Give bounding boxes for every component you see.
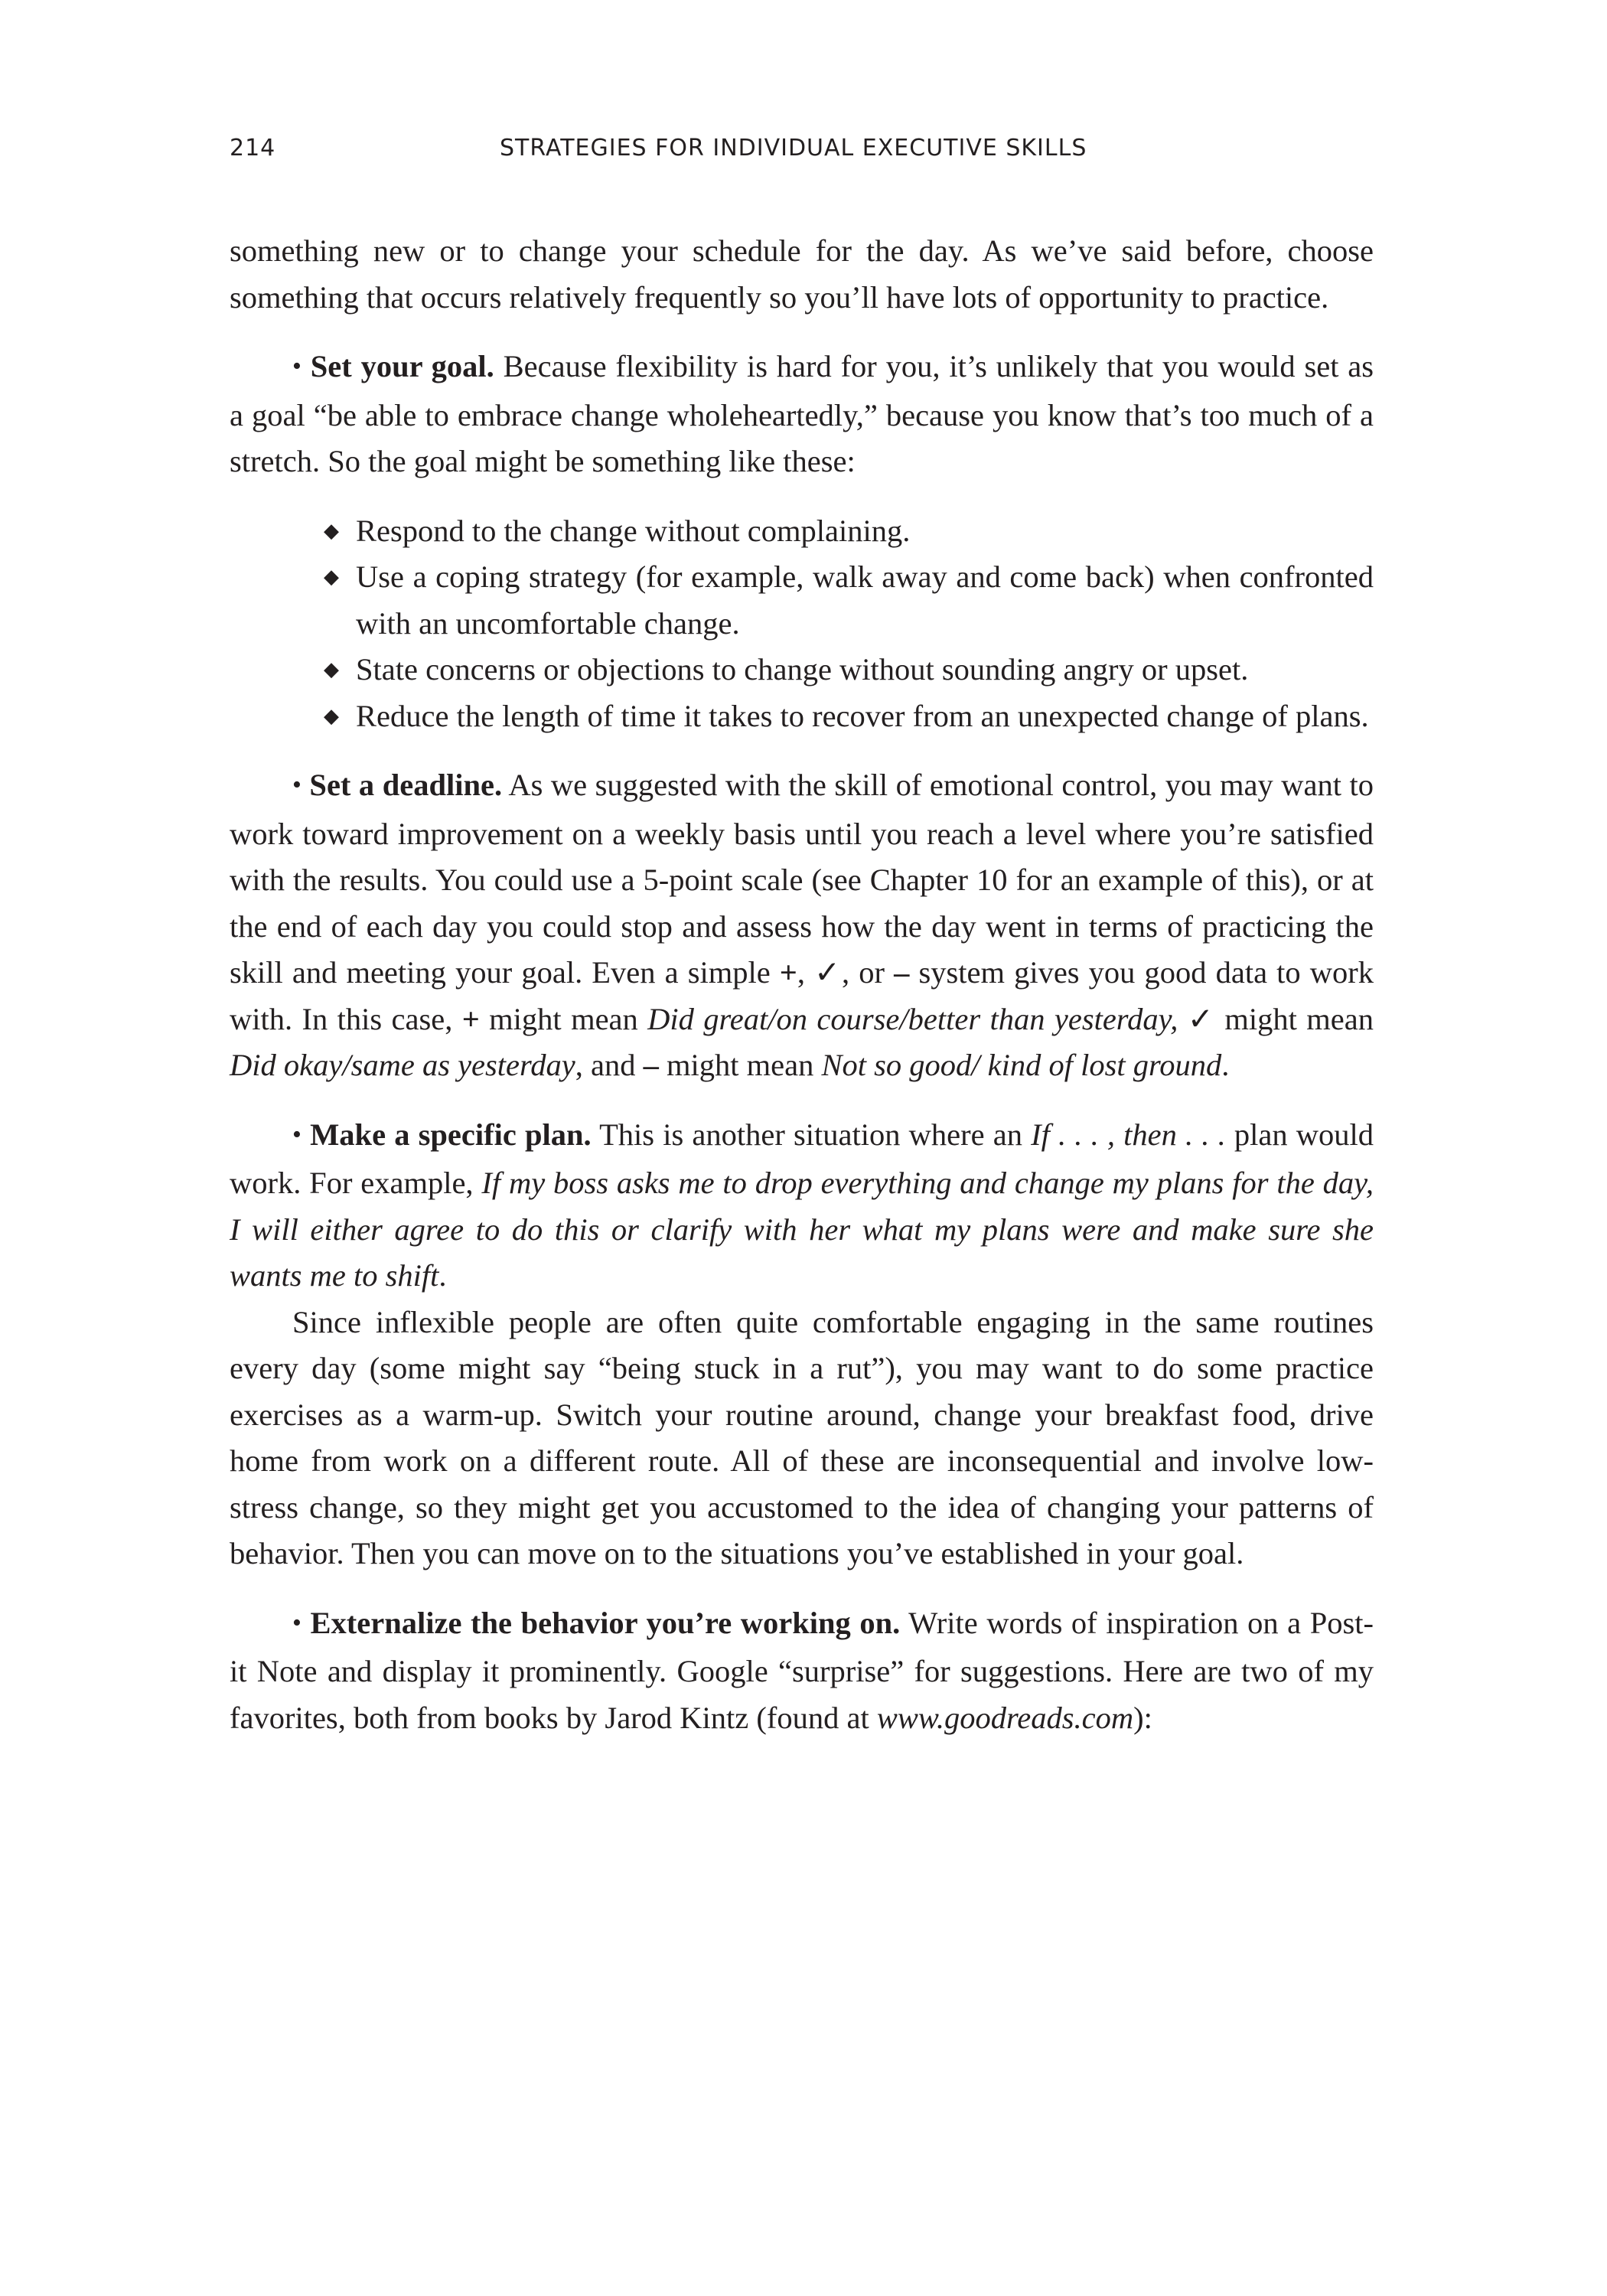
website-text: www.​goodreads.com xyxy=(876,1700,1134,1735)
deadline-text: As we suggested with the skill of emotional control, you may want to work toward improvement on a weekly basis until you reach a level where you’re satisfied with the results. You could use a 5-point scale (see Chapter 10 for an example of this), or at the end of each day you could stop and assess how the day went in terms of practicing the skill and meeting your goal. Even a simple xyxy=(230,768,1374,990)
paragraph-set-goal xyxy=(230,344,1374,485)
deadline-text: , and xyxy=(575,1048,644,1082)
plan-italic: If my boss asks me to drop everything and change my plans for the day, I will either agree to do this or clarify with her what my plans were and make sure she wants me to shift xyxy=(230,1166,1374,1293)
deadline-text: might mean xyxy=(479,1001,648,1036)
heading-externalize: Externalize the behavior you’re working on. xyxy=(310,1605,901,1640)
dash-symbol: – xyxy=(894,955,910,990)
check-symbol: ✓ xyxy=(814,955,843,990)
goal-list xyxy=(230,508,1374,740)
paragraph-specific-plan xyxy=(230,1112,1374,1300)
plan-text: . xyxy=(438,1258,447,1293)
heading-set-goal: Set your goal. xyxy=(310,349,494,383)
externalize-text: Write words of inspiration on a Post-it Note and display it prominently. Google “surprise” for suggestions. Here are two of my favorites, both from books by Jarod Kintz (found at xyxy=(230,1605,1374,1735)
set-goal-text: Because flexibility is hard for you, it’s unlikely that you would set as a goal “be able to embrace change wholeheartedly,” because you know that’s too much of a stretch. So the goal might be something like these: xyxy=(230,349,1374,478)
diamond-bullet-icon: ◆ xyxy=(324,658,339,680)
goal-list-item xyxy=(324,647,1374,693)
check-symbol: ✓ xyxy=(1187,1001,1216,1036)
running-title: STRATEGIES FOR INDIVIDUAL EXECUTIVE SKILLS xyxy=(500,135,1087,161)
plus-symbol: + xyxy=(779,955,797,990)
diamond-bullet-icon: ◆ xyxy=(324,704,339,727)
deadline-text: . xyxy=(1221,1048,1230,1082)
running-head xyxy=(230,135,1377,173)
deadline-italic: Did great/on course/better than yesterday, xyxy=(647,1001,1178,1036)
separator: , or xyxy=(842,955,895,990)
diamond-bullet-icon: ◆ xyxy=(324,566,339,588)
goal-item-text: Reduce the length of time it takes to recover from an unexpected change of plans. xyxy=(356,698,1369,733)
plus-symbol: + xyxy=(461,1001,480,1036)
deadline-text: system gives you good data to work with. In this case, xyxy=(230,955,1374,1036)
goal-item-text: Respond to the change without complaining. xyxy=(356,513,911,548)
deadline-italic: Did okay/same as yesterday xyxy=(230,1048,575,1082)
deadline-italic: Not so good/ kind of lost ground xyxy=(821,1048,1222,1082)
goal-list-item xyxy=(324,508,1374,555)
bullet-icon: • xyxy=(292,352,302,380)
diamond-bullet-icon: ◆ xyxy=(324,519,339,542)
plan-text: This is another situation where an xyxy=(591,1117,1032,1152)
deadline-text: might mean xyxy=(1215,1001,1374,1036)
bullet-icon: • xyxy=(292,771,302,799)
separator: , xyxy=(797,955,815,990)
goal-item-text: Use a coping strategy (for example, walk away and come back) when confronted with an uncomfortable change. xyxy=(356,559,1374,641)
paragraph-routines: Since inflexible people are often quite comfortable engaging in the same routines every day (some might say “being stuck in a rut”), you may want to do some practice exercises as a warm-up. Switch your routine around, change your breakfast food, drive home from work on a different route. All of these are inconsequential and involve low-stress change, so they might get you accustomed to the idea of changing your patterns of behavior. Then you can move on to the situations you’ve established in your goal. xyxy=(230,1304,1374,1570)
plan-italic: If . . . , then . . . xyxy=(1031,1117,1226,1152)
goal-list-item xyxy=(324,554,1374,647)
paragraph-set-deadline xyxy=(230,762,1374,1089)
body-text xyxy=(230,228,1374,1741)
deadline-text: might mean xyxy=(658,1048,822,1082)
paragraph-continued: something new or to change your schedule for the day. As we’ve said before, choose something that occurs relatively frequently so you’ll have lots of opportunity to practice. xyxy=(230,233,1374,315)
dash-symbol: – xyxy=(643,1048,659,1082)
separator xyxy=(1178,1002,1187,1036)
bullet-icon: • xyxy=(292,1608,302,1637)
paragraph-externalize xyxy=(230,1600,1374,1742)
goal-item-text: State concerns or objections to change without sounding angry or upset. xyxy=(356,652,1249,687)
externalize-text: ): xyxy=(1133,1700,1152,1735)
goal-list-item xyxy=(324,693,1374,740)
page-number: 214 xyxy=(230,135,276,161)
plan-text: plan would work. For example, xyxy=(230,1117,1374,1200)
heading-specific-plan: Make a specific plan. xyxy=(310,1117,592,1152)
bullet-icon: • xyxy=(292,1120,302,1149)
heading-set-deadline: Set a deadline. xyxy=(309,768,503,802)
